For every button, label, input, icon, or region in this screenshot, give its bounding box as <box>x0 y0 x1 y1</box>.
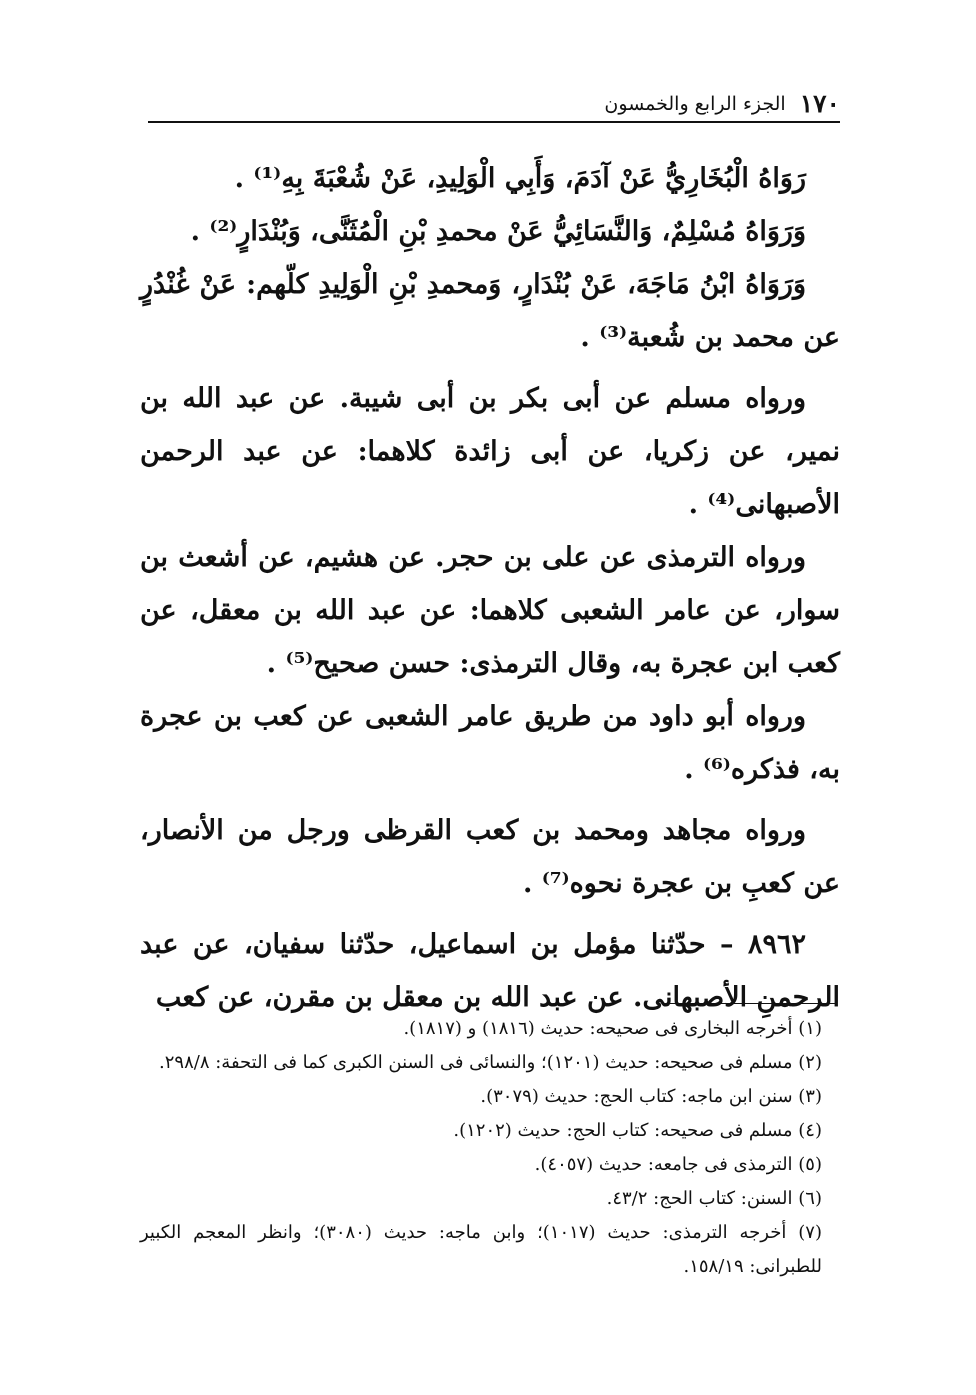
footnote-7: (٧) أخرجه الترمذى: حديث (١٠١٧)؛ وابن ماجه: حديث (٣٠٨٠)؛ وانظر المعجم الكبير للطبرانى: ١٥٨/١٩. <box>140 1222 822 1277</box>
paragraph-tirmidhi: ورواه الترمذى عن على بن حجر. عن هشيم، عن أشعث بن سوار، عن عامر الشعبى كلاهما: عن عبد الله بن معقل، عن كعب ابن عجرة به، وقال الترمذى: حسن صحيح⁽⁵⁾ . <box>140 542 840 679</box>
running-title: الجزء الرابع والخمسون <box>604 93 786 115</box>
hadith-8962: ٨٩٦٢ – حدّثنا مؤمل بن اسماعيل، حدّثنا سفيان، عن عبد الرحمنِ الأصبهانى. عن عبد الله بن معقل بن مقرن، عن كعب <box>140 929 840 1013</box>
paragraph-bukhari: رَوَاهُ الْبُخَارِيُّ عَنْ آدَمَ، وَأَبِي الْوَلِيدِ، عَنْ شُعْبَةَ بِهِ⁽¹⁾ . <box>234 163 806 194</box>
footnote-1: (١) أخرجه البخارى فى صحيحه: حديث (١٨١٦) و (١٨١٧). <box>403 1018 822 1039</box>
footnote-6: (٦) السنن: كتاب الحج: ٤٣/٢. <box>606 1188 822 1209</box>
footnote-2: (٢) مسلم فى صحيحه: حديث (١٢٠١)؛ والنسائى فى السنن الكبرى كما فى التحفة: ٢٩٨/٨. <box>159 1052 822 1073</box>
footnote-separator <box>670 1003 835 1004</box>
footnote-5: (٥) الترمذى فى جامعه: حديث (٤٠٥٧). <box>534 1154 822 1175</box>
header-rule <box>148 121 840 123</box>
page-header <box>148 80 840 116</box>
page-number: ١٧٠ <box>799 89 840 118</box>
paragraph-muslim-abi-bakr: ورواه مسلم عن أبى بكر بن أبى شيبة. عن عبد الله بن نمير، عن زكريا، عن أبى زائدة كلاهما: عن عبد الرحمن الأصبهانى⁽⁴⁾ . <box>140 383 840 520</box>
footnotes <box>140 1012 840 1284</box>
paragraph-abu-dawud: ورواه أبو داود من طريق عامر الشعبى عن كعب بن عجرة به، فذكره⁽⁶⁾ . <box>140 701 840 785</box>
paragraph-muslim-nasai: وَرَوَاهُ مُسْلِمٌ، وَالنَّسَائِيُّ عَنْ محمدِ بْنِ الْمُثَنَّى، وَبُنْدَارٍ⁽²⁾ . <box>190 216 806 247</box>
paragraph-mujahid: ورواه مجاهد ومحمد بن كعب القرظى ورجل من الأنصار، عن كعبِ بن عجرة نحوه⁽⁷⁾ . <box>140 815 840 899</box>
paragraph-ibn-majah: وَرَوَاهُ ابْنُ مَاجَهَ، عَنْ بُنْدَارٍ، وَمحمدِ بْنِ الْوَلِيدِ كلّهم: عَنْ غُنْدُرٍ عن محمد بن شُعبة⁽³⁾ . <box>140 269 840 353</box>
footnote-4: (٤) مسلم فى صحيحه: كتاب الحج: حديث (١٢٠٢). <box>453 1120 822 1141</box>
main-text <box>140 152 840 1024</box>
footnote-3: (٣) سنن ابن ماجه: كتاب الحج: حديث (٣٠٧٩). <box>480 1086 822 1107</box>
